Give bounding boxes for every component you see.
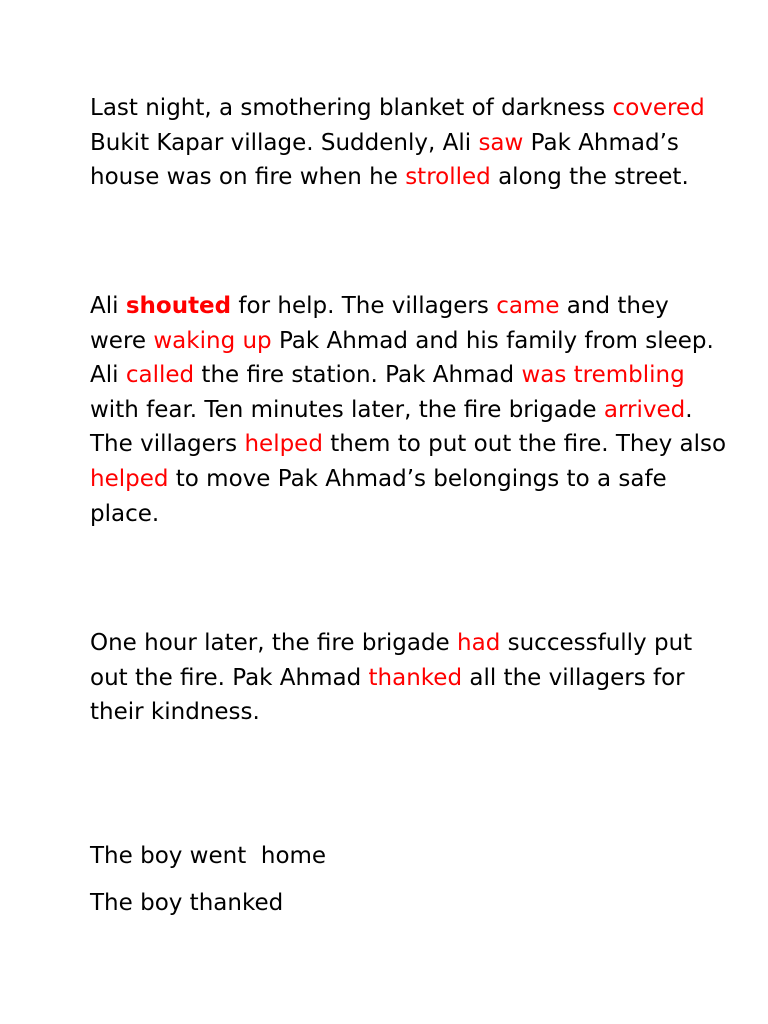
text-run: Pak Ahmad’s house was on fire when he <box>90 129 679 191</box>
text-run: the fire station. Pak Ahmad <box>194 362 522 389</box>
text-run: successfully put out the fire. Pak Ahmad <box>90 630 693 691</box>
sentence-line-2: The boy thanked <box>90 890 284 916</box>
paragraph-3 <box>90 626 730 730</box>
highlighted-verb: shouted <box>125 293 232 319</box>
highlighted-verb: helped <box>90 465 169 492</box>
text-run: for help. The villagers <box>231 293 497 319</box>
text-run: all the villagers for their kindness. <box>90 664 685 726</box>
text-run: to move Pak Ahmad’s belongings to a safe place. <box>90 465 667 527</box>
highlighted-verb: helped <box>244 431 323 458</box>
text-run: . The villagers <box>90 396 693 458</box>
text-run: Ali <box>90 293 126 319</box>
text-run: Last night, a smothering blanket of darkness <box>90 95 613 121</box>
text-run: them to put out the fire. They also <box>322 431 727 458</box>
paragraph-2 <box>90 289 730 531</box>
text-run: Bukit Kapar village. Suddenly, Ali <box>90 129 479 156</box>
highlighted-verb: arrived <box>603 396 686 423</box>
highlighted-verb: covered <box>612 95 705 121</box>
highlighted-verb: came <box>496 293 560 319</box>
text-run: with fear. Ten minutes later, the fire brigade <box>90 396 604 423</box>
text-run: along the street. <box>490 164 689 191</box>
text-run: and they were <box>90 293 669 354</box>
highlighted-verb: thanked <box>368 664 463 691</box>
sentence-line-1: The boy went home <box>90 843 327 869</box>
paragraph-1 <box>90 91 730 195</box>
highlighted-verb: had <box>457 630 501 656</box>
highlighted-verb: strolled <box>405 164 491 191</box>
highlighted-verb: waking up <box>153 327 272 354</box>
highlighted-verb: called <box>125 362 195 389</box>
highlighted-verb: saw <box>478 129 524 156</box>
highlighted-verb: was trembling <box>521 362 685 389</box>
text-run: One hour later, the fire brigade <box>90 630 458 656</box>
text-run: Pak Ahmad and his family from sleep. Ali <box>90 327 714 389</box>
